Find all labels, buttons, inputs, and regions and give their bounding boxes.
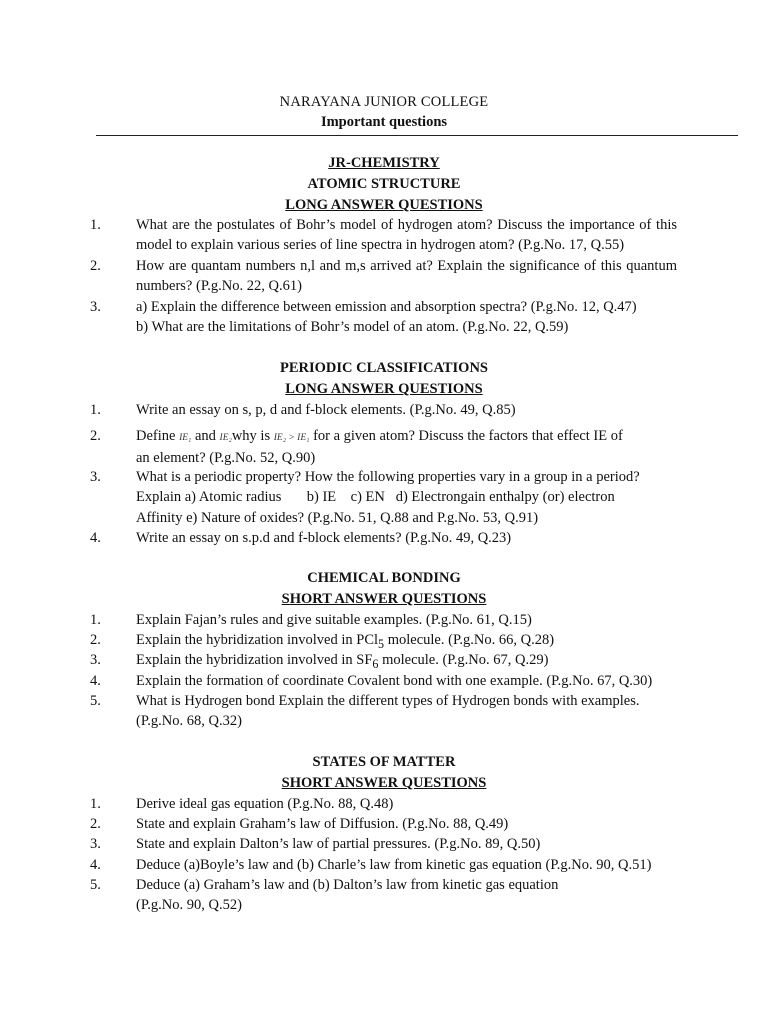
question-text: Explain Fajan’s rules and give suitable examples. (P.g.No. 61, Q.15) xyxy=(136,612,532,628)
question-number: 2. xyxy=(90,258,101,274)
question-number: 3. xyxy=(90,299,101,315)
section-type-atomic-structure: LONG ANSWER QUESTIONS xyxy=(285,197,483,213)
question-number: 5. xyxy=(90,877,101,893)
question-text: Explain the formation of coordinate Covalent bond with one example. (P.g.No. 67, Q.30) xyxy=(136,673,653,689)
question-number: 1. xyxy=(90,612,101,628)
question-line: (P.g.No. 90, Q.52) xyxy=(136,897,242,914)
question-text: How are quantam numbers n,l and m,s arrived at? Explain the significance of this quantum numbers? (P.g.No. 22, Q.61) xyxy=(136,258,677,295)
question-line: a) Explain the difference between emission and absorption spectra? (P.g.No. 12, Q.47) xyxy=(136,299,637,315)
question-number: 5. xyxy=(90,693,101,709)
section-type-periodic-classifications: LONG ANSWER QUESTIONS xyxy=(285,381,483,397)
section-title-atomic-structure: ATOMIC STRUCTURE xyxy=(307,176,461,192)
question-line: b) What are the limitations of Bohr’s model of an atom. (P.g.No. 22, Q.59) xyxy=(136,319,569,336)
question-number: 4. xyxy=(90,673,101,689)
ie1-formula: IE₁ xyxy=(179,433,192,443)
question-text xyxy=(136,426,677,469)
question-number: 2. xyxy=(90,816,101,832)
subscript: 6 xyxy=(372,656,379,671)
college-name: NARAYANA JUNIOR COLLEGE xyxy=(279,94,489,110)
question-line: Explain a) Atomic radius b) IE c) EN d) Electrongain enthalpy (or) electron xyxy=(136,489,615,506)
subscript: 5 xyxy=(378,636,385,651)
question-number: 3. xyxy=(90,836,101,852)
question-text: Explain the hybridization involved in $SF_6$ molecule. (P.g.No. 67, Q.29) xyxy=(136,652,549,671)
question-line: Define IE₁ and IE₂why is IE₂ > IE₁ for a given atom? Discuss the factors that effect IE of xyxy=(136,428,623,444)
question-number: 1. xyxy=(90,796,101,812)
question-text: Write an essay on s.p.d and f-block elements? (P.g.No. 49, Q.23) xyxy=(136,530,512,546)
question-number: 3. xyxy=(90,469,101,485)
question-text: State and explain Graham’s law of Diffusion. (P.g.No. 88, Q.49) xyxy=(136,816,509,832)
section-title-chemical-bonding: CHEMICAL BONDING xyxy=(307,570,461,586)
question-text: State and explain Dalton’s law of partial pressures. (P.g.No. 89, Q.50) xyxy=(136,836,541,852)
question-text: Derive ideal gas equation (P.g.No. 88, Q.48) xyxy=(136,796,394,812)
question-line: What is a periodic property? How the following properties vary in a group in a period? xyxy=(136,469,640,485)
question-line: (P.g.No. 68, Q.32) xyxy=(136,713,242,730)
question-number: 1. xyxy=(90,402,101,418)
question-text xyxy=(136,875,677,916)
question-number: 1. xyxy=(90,217,101,233)
ie-inequality-formula: IE₂ > IE₁ xyxy=(273,433,310,443)
question-number: 4. xyxy=(90,857,101,873)
question-text: Write an essay on s, p, d and f-block elements. (P.g.No. 49, Q.85) xyxy=(136,402,516,418)
section-type-chemical-bonding: SHORT ANSWER QUESTIONS xyxy=(281,591,487,607)
subject-heading: JR-CHEMISTRY xyxy=(328,155,440,171)
question-number: 2. xyxy=(90,632,101,648)
question-line: What is Hydrogen bond Explain the different types of Hydrogen bonds with examples. xyxy=(136,693,640,709)
section-type-states-of-matter: SHORT ANSWER QUESTIONS xyxy=(281,775,487,791)
question-text: Deduce (a)Boyle’s law and (b) Charle’s law from kinetic gas equation (P.g.No. 90, Q.51) xyxy=(136,857,652,873)
question-number: 4. xyxy=(90,530,101,546)
question-number: 3. xyxy=(90,652,101,668)
question-text xyxy=(136,691,677,732)
question-line: Deduce (a) Graham’s law and (b) Dalton’s law from kinetic gas equation xyxy=(136,877,559,893)
question-text xyxy=(136,467,677,528)
header-divider xyxy=(96,135,738,136)
question-line: Affinity e) Nature of oxides? (P.g.No. 51, Q.88 and P.g.No. 53, Q.91) xyxy=(136,509,539,526)
question-text: Explain the hybridization involved in PCl$_5$ molecule. (P.g.No. 66, Q.28) xyxy=(136,632,555,651)
section-title-states-of-matter: STATES OF MATTER xyxy=(312,754,456,770)
question-number: 2. xyxy=(90,428,101,444)
document-subtitle: Important questions xyxy=(320,114,448,130)
question-text xyxy=(136,297,677,338)
section-title-periodic-classifications: PERIODIC CLASSIFICATIONS xyxy=(279,360,488,376)
question-text: What are the postulates of Bohr’s model of hydrogen atom? Discuss the importance of this model to explain various series of line spectra in hydrogen atom? (P.g.No. 17, Q.55) xyxy=(136,217,677,254)
question-line: an element? (P.g.No. 52, Q.90) xyxy=(136,450,316,467)
ie2-formula: IE₂ xyxy=(219,433,232,443)
